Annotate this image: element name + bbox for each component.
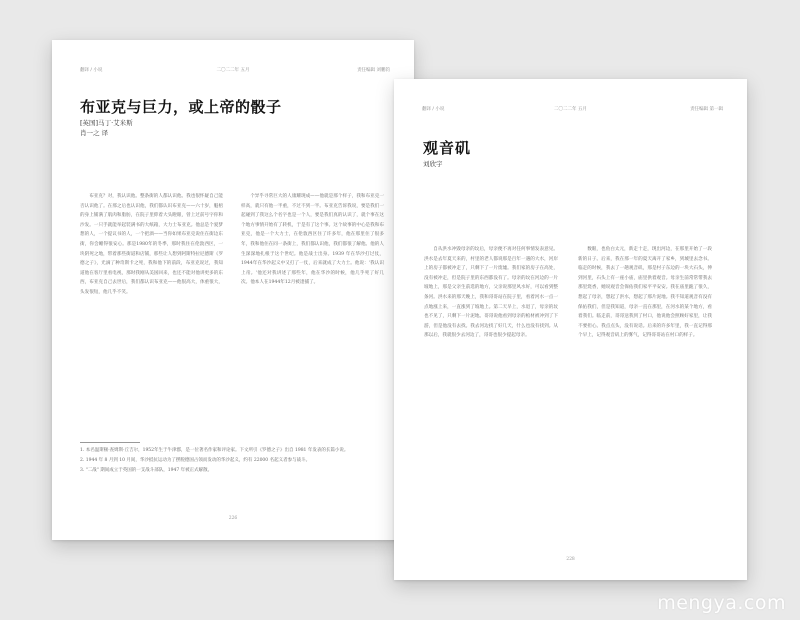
body-column-2 [578,245,712,525]
translator-line: 肖一之 译 [80,129,109,137]
footnote: 1. 本名温斯顿·查姆斯·丘吉尔，1952年生于牛津郡，是一位著名作家和评论家。下文所引《罗德之子》出自 1981 年发表的长篇小说。 [80,448,349,453]
article-title: 布亚克与巨力，或上帝的骰子 [80,98,282,116]
body-column-1 [80,192,223,437]
running-head-right: 责任编辑 第一辑 [690,107,723,112]
paragraph: 数眼，也鱼白太元，新走十走，现出河边，在那里开始了一段新的日子。后来，我在那一年的夏天离开了家乡，到城里去念书。临走的时候，我去了一趟观音矶，那是村子东边的一块大石头，伸到河里，石头上有一座小庙，庙里供着观音。母亲生前常常带我去那里烧香，她说观音会保佑我们家平平安安。我在庙里跪了很久，想起了母亲，想起了洪水，想起了那片泥地。我不知道观音有没有保佑我们，但是我知道，母亲一直在那里，在河水的某个地方，看着我们。临走前，哥哥送我到了村口，他说他会照顾好家里，让我不要担心。我点点头，没有说话。后来的许多年里，我一直记得那个早上，记得观音矶上的雾气，记得哥哥站在村口的样子。 [578,247,712,339]
author-line: [英国]马丁·艾米斯 [80,119,133,127]
body-column-1 [424,245,558,525]
paragraph: 布亚克？对，我认识他。整条街的人都认识他。我也很怀疑自己能否认识他了。在那之后也认识他，我们都认识布亚克——六十岁，魁梧的身上铺满了肌肉和脂肪，在院子里仰着大头瞪眼，曾上过前号字你和沙发。一只手就能举起装满书的大纸箱，大力士布亚克。他总是个爱梦想的人，一个提议书的人，一个把酒——当你如果布亚克说住在街边东街，你会睡得很安心。那是1980年的冬季，那时我住在伦敦西区，一块阴死之地，带着那些街道和店铺，那些让人想到阿斯特拉尼德斯《罗德之子》，光滴了种奇斯卡之死，我和他下的前段，布亚克说过，我知道他在客厅里看电视，那时我刚从美国回来，也还不能对他讲更多的东西，布亚克自己去世后，我们都认识布亚克——他很高大，体重很大，头发很短，他几乎不笑。 [80,194,223,295]
right-page [394,79,747,580]
running-head-left: 翻译 / 小说 [422,107,445,112]
footnote: 3. "二战" 期间成立于英国的一支战斗部队，1947 年被正式解散。 [80,468,213,473]
running-head-right: 责任编辑 刘鹏钧 [357,68,390,73]
footnote-rule [80,442,140,443]
body-column-2 [241,192,384,437]
footnotes [80,446,386,476]
article-title: 观音矶 [423,139,472,157]
page-number: 228 [566,557,575,562]
watermark: mengya.com [657,592,786,614]
footnote: 2. 1944 年 8 月到 10 月间，华沙抵抗运动为了摆脱德国占领而发动的华沙起义，约有 22000 名起义者参与战斗。 [80,458,311,463]
running-head-center: 二〇二二年 五月 [554,107,587,112]
left-page [52,40,414,540]
author-line: 刘欣宇 [423,160,443,168]
running-head-left: 翻译 / 小说 [80,68,103,73]
paragraph: 自从洪水冲毁母亲的坟后，母亲便不再对任何事情发表意见。洪水是去年夏天来的，村里的老人都说那是百年一遇的大水，河岸上的房子都被冲走了，只剩下了一片废墟。我们家的房子在高处，没有被冲走，但是院子里的东西都没有了。母亲的坟在河边的一片坡地上，那是父亲生前选的地方，父亲说那里风水好，可以看到整条河。洪水来的那天晚上，我和哥哥站在院子里，看着河水一点一点地涨上来，一直涨到了坡地上。第二天早上，水退了，母亲的坟也不见了，只剩下一片泥地。哥哥说他看到母亲的棺材被冲到了下游，但是他没有去找。我去河边找了好几天，什么也没有找到。从那以后，我就很少去河边了，哥哥也很少提起母亲。 [424,247,558,339]
page-number: 226 [228,516,238,521]
paragraph: 个异乎寻常巨大的人康耀现成——他就是那个样子，我和布亚克一样高，就只有他一半重，不过不到一半。布亚克告诉我说，要是我们一起碰到了我这么个名字也是一个人，要是我们真的认识了，就个事在这个地方事情开始有了转机，于是有了这个事。这个故事的中心是我和布亚克，他是一个大力士，在伦敦西区住了许多年，他在那里住了很多年，我和他住在同一条街上，我们都认识他，我们都很了解他。他的人生深深地扎根于这个世纪。他是战士出身。1939 年在华沙打过仗，1944年在华沙起义中又打了一仗，后来就成了大力士。他说：'我认识上帝。'他还对我讲述了那些年，他在华沙的时候，他几乎死了好几次。他本人在1944年12月被逮捕了。 [241,194,384,286]
running-head-center: 二〇二二年 五月 [216,68,250,73]
